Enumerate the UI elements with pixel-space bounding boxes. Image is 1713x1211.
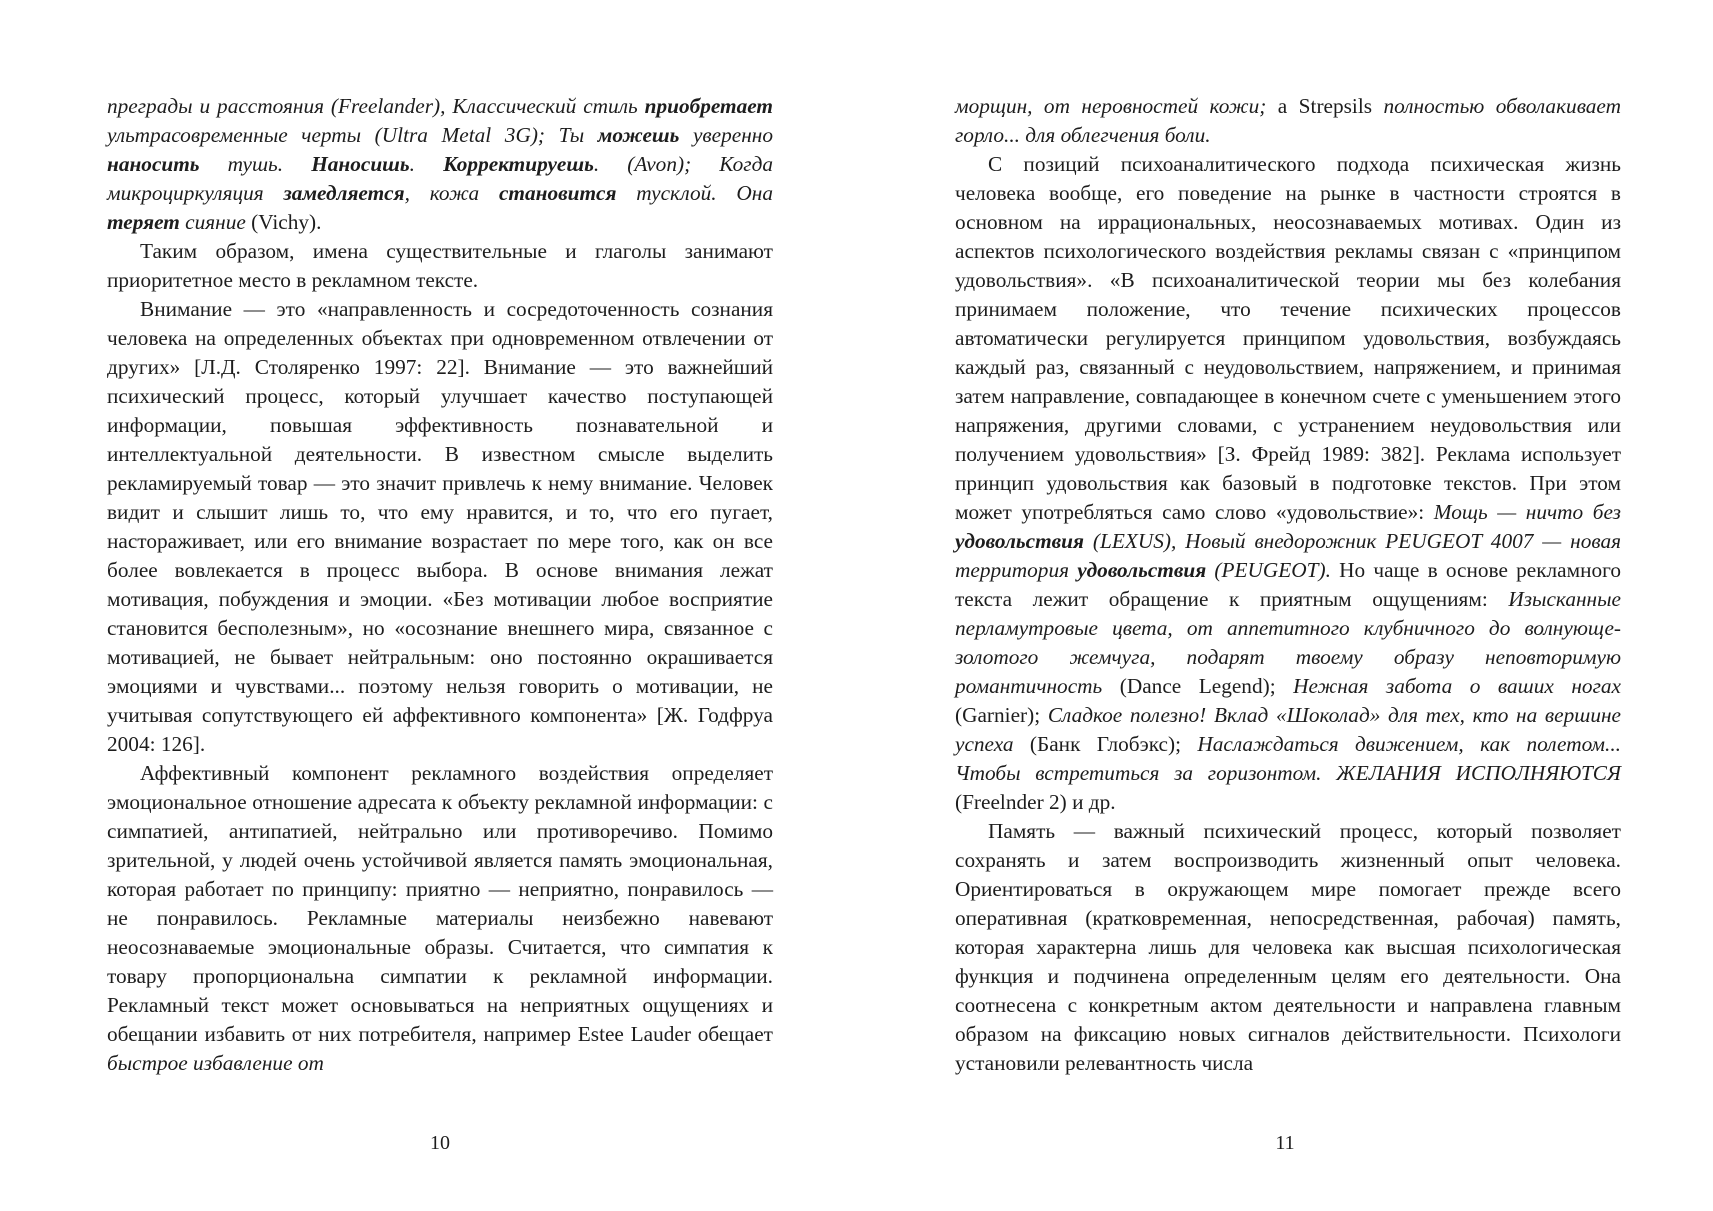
paragraph: морщин, от неровностей кожи; а Strepsils полностью обволакивает горло... для облегчения боли. (955, 94, 1621, 147)
paragraph: Внимание — это «направленность и сосредоточенность сознания человека на определенных объектах при одновременном отвлечении от других» [Л.Д. Столяренко 1997: 22]. Внимание — это важнейший психический процесс, который улучшает качество поступающей информации, повышая эффективность познавательной и интеллектуальной деятельности. В известном смысле выделить рекламируемый товар — это значит привлечь к нему внимание. Человек видит и слышит лишь то, что ему нравится, и то, что его пугает, настораживает, или его внимание возрастает по мере того, как он все более вовлекается в процесс выбора. В основе внимания лежат мотивация, побуждения и эмоции. «Без мотивации любое восприятие становится бесполезным», но «осознание внешнего мира, связанное с мотивацией, не бывает нейтральным: оно постоянно окрашивается эмоциями и чувствами... поэтому нельзя говорить о мотивации, не учитывая сопутствующего ей аффективного компонента» [Ж. Годфруа 2004: 126]. (107, 297, 773, 756)
paragraph: Память — важный психический процесс, который позволяет сохранять и затем воспроизводить жизненный опыт человека. Ориентироваться в окружающем мире помогает прежде всего оперативная (кратковременная, непосредственная, рабочая) память, которая характерна лишь для человека как высшая психологическая функция и подчинена определенным целям его деятельности. Она соотнесена с конкретным актом деятельности и направлена главным образом на фиксацию новых сигналов действительности. Психологи установили релевантность числа (955, 819, 1621, 1075)
paragraph: Таким образом, имена существительные и глаголы занимают приоритетное место в рекламном тексте. (107, 239, 773, 292)
paragraph: Аффективный компонент рекламного воздействия определяет эмоциональное отношение адресата к объекту рекламной информации: с симпатией, антипатией, нейтрально или противоречиво. Помимо зрительной, у людей очень устойчивой является память эмоциональная, которая работает по принципу: приятно — неприятно, понравилось — не понравилось. Рекламные материалы неизбежно навевают неосознаваемые эмоциональные образы. Считается, что симпатия к товару пропорциональна симпатии к рекламной информации. Рекламный текст может основываться на неприятных ощущениях и обещании избавить от них потребителя, например Estee Lauder обещает быстрое избавление от (107, 761, 773, 1075)
page-number-right: 11 (1275, 1132, 1295, 1154)
page-number-left: 10 (430, 1132, 450, 1154)
right-page (955, 92, 1621, 1172)
paragraph: преграды и расстояния (Freelander), Классический стиль приобретает ультрасовременные черты (Ultra Metal 3G); Ты можешь уверенно наносить тушь. Наносишь. Корректируешь. (Avon); Когда микроциркуляция замедляется, кожа становится тусклой. Она теряет сияние (Vichy). (107, 94, 774, 234)
left-page-text (107, 92, 773, 1078)
left-page (107, 92, 773, 1172)
paragraph: С позиций психоаналитического подхода психическая жизнь человека вообще, его поведение на рынке в частности строятся в основном на иррациональных, неосознаваемых мотивах. Один из аспектов психологического воздействия рекламы связан с «принципом удовольствия». «В психоаналитической теории мы без колебания принимаем положение, что течение психических процессов автоматически регулируется принципом удовольствия, возбуждаясь каждый раз, связанный с неудовольствием, напряжением, и принимая затем направление, совпадающее в конечном счете с уменьшением этого напряжения, другими словами, с устранением неудовольствия или получением удовольствия» [З. Фрейд 1989: 382]. Реклама использует принцип удовольствия как базовый в подготовке текстов. При этом может употребляться само слово «удовольствие»: Мощь — ничто без удовольствия (LEXUS), Новый внедорожник PEUGEOT 4007 — новая территория удовольствия (PEUGEOT). Но чаще в основе рекламного текста лежит обращение к приятным ощущениям: Изысканные перламутровые цвета, от аппетитного клубничного до волнующе-золотого жемчуга, подарят твоему образу неповторимую романтичность (Dance Legend); Нежная забота о ваших ногах (Garnier); Сладкое полезно! Вклад «Шоколад» для тех, кто на вершине успеха (Банк Глобэкс); Наслаждаться движением, как полетом... Чтобы встретиться за горизонтом. ЖЕЛАНИЯ ИСПОЛНЯЮТСЯ (Freelnder 2) и др. (955, 152, 1622, 814)
right-page-text (955, 92, 1621, 1078)
